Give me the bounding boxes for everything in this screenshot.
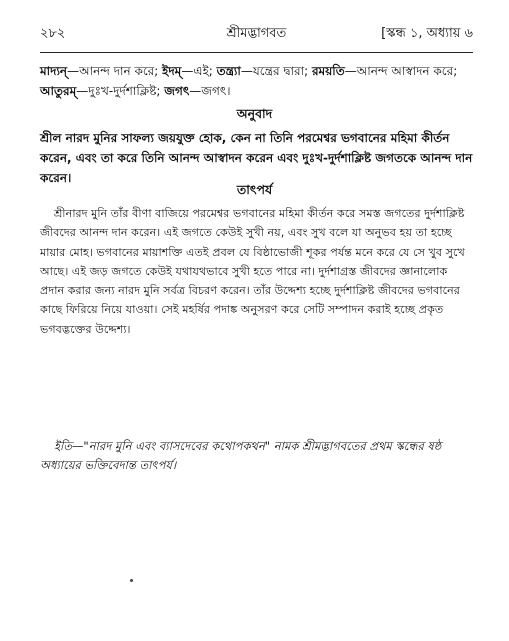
header-divider [40,52,473,53]
synonym-meaning: —জগৎ। [189,84,231,98]
synonym-word: আতুরম্ [40,84,77,98]
scan-speck [130,579,133,582]
synonym-meaning: —যন্ত্রের দ্বারা; [240,64,312,78]
chapter-ending-note: ইতি—"নারদ মুনি এবং ব্যাসদেবের কথোপকথন" নামক শ্রীমদ্ভাগবতের প্রথম স্কন্ধের ষষ্ঠ অধ্যায়ের ভক্তিবেদান্ত তাৎপর্য। [40,439,442,472]
synonym-word: তন্ত্র্যা [216,64,241,78]
synonym-meaning: —আনন্দ দান করে; [67,64,163,78]
purport-text: শ্রীনারদ মুনি তাঁর বীণা বাজিয়ে পরমেশ্বর ভগবানের মহিমা কীর্তন করে সমস্ত জগতের দুর্দশাক্লিষ্ট জীবদের আনন্দ দান করেন। এই জগতে কেউই সুখী নয়, এবং সুখ বলে যা অনুভব হয় তা হচ্ছে মায়ার মোহ। ভগবানের মায়াশক্তি এতই প্রবল যে বিষ্ঠাভোজী শূকর পর্যন্ত মনে করে যে সে খুব সুখে আছে। এই জড় জগতে কেউই যথাযথভাবে সুখী হতে পারে না। দুর্দশাগ্রস্ত জীবদের জ্ঞানালোক প্রদান করার জন্য নারদ মুনি সর্বত্র বিচরণ করেন। তাঁর উদ্দেশ্য হচ্ছে দুর্দশাক্লিষ্ট জীবদের ভগবানের কাছে ফিরিয়ে নিয়ে যাওয়া। সেই মহর্ষির পদাঙ্ক অনুসরণ করে সেটি সম্পাদন করাই হচ্ছে প্রকৃত ভগবদ্ভক্তের উদ্দেশ্য। [40,207,465,336]
translation-text: শ্রীল নারদ মুনির সাফল্য জয়যুক্ত হোক, কেন না তিনি পরমেশ্বর ভগবানের মহিমা কীর্তন করেন, এবং তা করে তিনি আনন্দ আস্বাদন করেন এবং দুঃখ-দুর্দশাক্লিষ্ট জগতকে আনন্দ দান করেন। [40,131,473,185]
page-number: ২৮২ [40,26,66,41]
word-meanings [40,61,473,101]
synonym-word: রময়তি [311,64,345,78]
synonym-meaning: —দুঃখ-দুর্দশাক্লিষ্ট; [76,84,165,98]
page-header [40,24,473,50]
section-reference: [স্কন্ধ ১, অধ্যায় ৬ [381,26,473,41]
translation-heading: অনুবাদ [236,106,273,121]
synonym-word: জগৎ [164,84,190,98]
synonym-meaning: —এই; [181,64,217,78]
synonym-word: মাদ্যন্ [40,64,68,78]
purport-heading: তাৎপর্য [236,182,273,197]
synonym-word: ইদম্ [162,64,182,78]
synonym-meaning: —আনন্দ আস্বাদন করে; [344,64,458,78]
running-title: শ্রীমদ্ভাগবত [226,26,287,41]
